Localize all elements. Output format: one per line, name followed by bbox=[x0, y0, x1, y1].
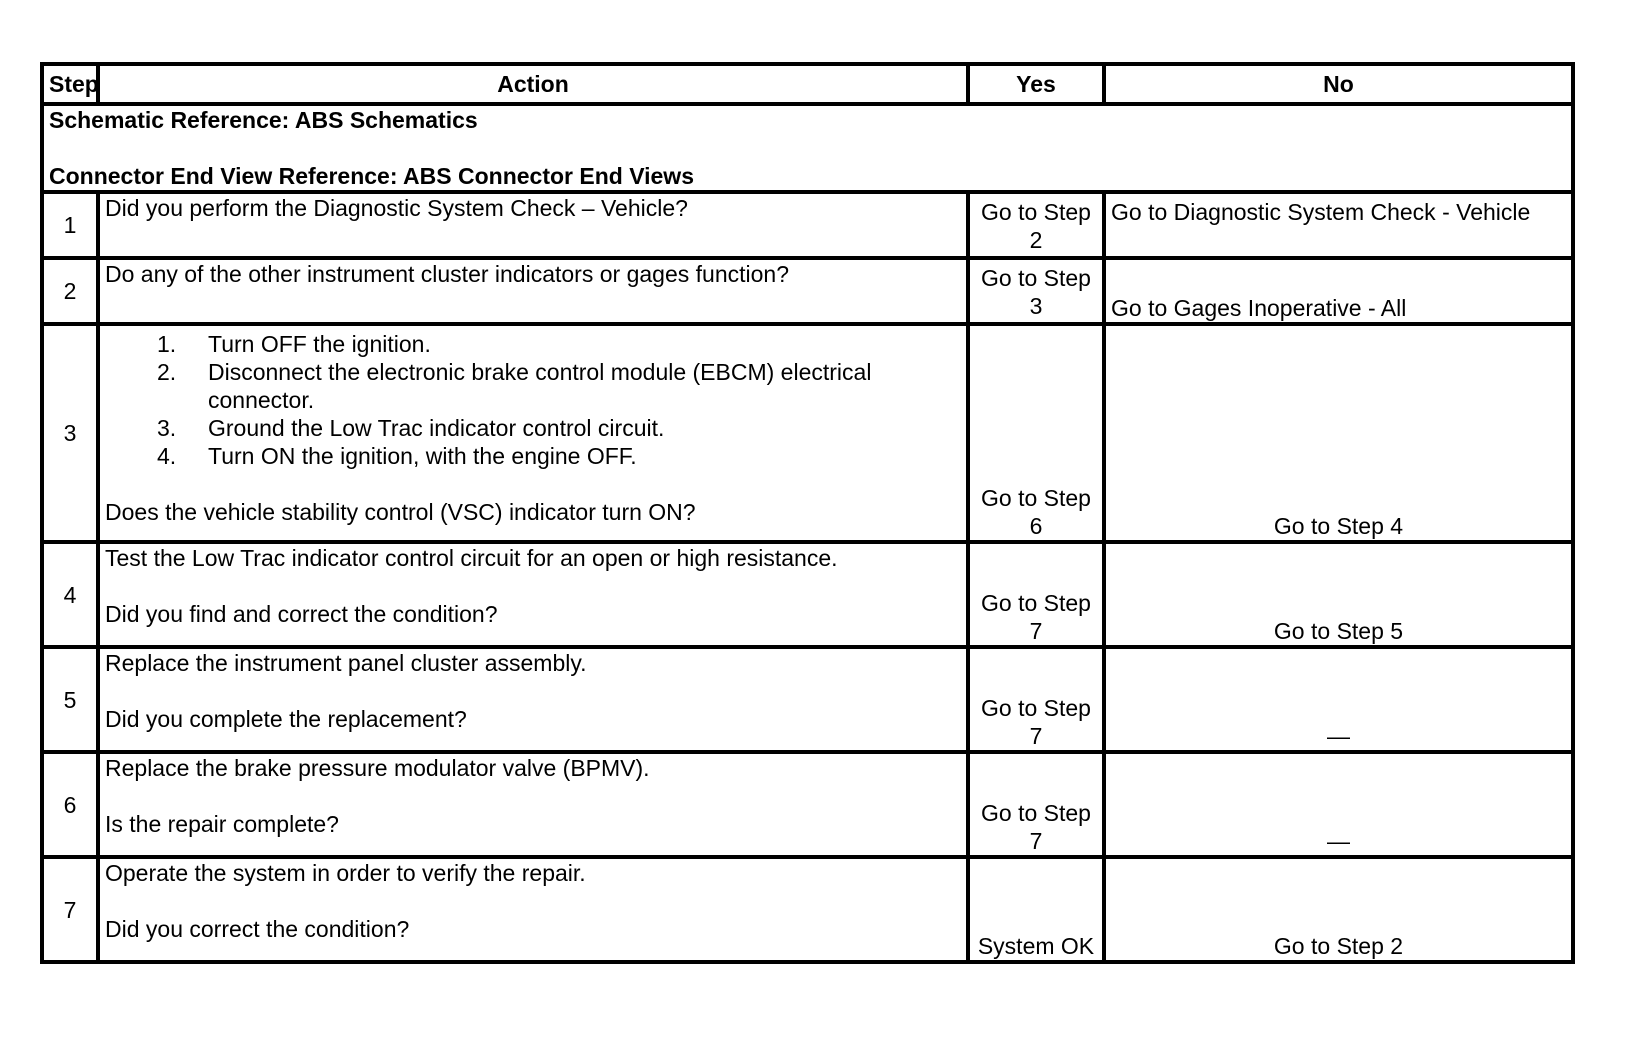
table-row bbox=[42, 857, 1573, 962]
step-number: 7 bbox=[42, 857, 98, 962]
reference-cell bbox=[42, 104, 1573, 192]
action-text: Replace the instrument panel cluster assembly. bbox=[105, 650, 587, 676]
action-cell bbox=[98, 857, 968, 962]
action-cell bbox=[98, 542, 968, 647]
yes-result: Go to Step 7 bbox=[968, 542, 1104, 647]
no-result: Go to Step 5 bbox=[1104, 542, 1573, 647]
yes-result: Go to Step 3 bbox=[968, 258, 1104, 324]
no-result: — bbox=[1104, 752, 1573, 857]
action-text: Replace the brake pressure modulator valve (BPMV). bbox=[105, 755, 650, 781]
table-row bbox=[42, 258, 1573, 324]
action-text: Operate the system in order to verify the repair. bbox=[105, 860, 586, 886]
yes-result: Go to Step 6 bbox=[968, 324, 1104, 542]
step-number: 5 bbox=[42, 647, 98, 752]
step-number: 4 bbox=[42, 542, 98, 647]
substep-list bbox=[105, 330, 961, 470]
yes-result: Go to Step 7 bbox=[968, 647, 1104, 752]
step-number: 1 bbox=[42, 192, 98, 258]
header-action: Action bbox=[98, 64, 968, 104]
table-row bbox=[42, 192, 1573, 258]
action-text: Test the Low Trac indicator control circuit for an open or high resistance. bbox=[105, 545, 838, 571]
question-text: Is the repair complete? bbox=[105, 811, 339, 837]
no-result: Go to Gages Inoperative - All bbox=[1104, 258, 1573, 324]
action-cell bbox=[98, 752, 968, 857]
question-text: Did you correct the condition? bbox=[105, 916, 410, 942]
diagnostic-table bbox=[40, 62, 1575, 964]
yes-result: System OK bbox=[968, 857, 1104, 962]
table-row bbox=[42, 324, 1573, 542]
header-step: Step bbox=[42, 64, 98, 104]
table-row bbox=[42, 752, 1573, 857]
step-number: 3 bbox=[42, 324, 98, 542]
step-number: 6 bbox=[42, 752, 98, 857]
table-row bbox=[42, 647, 1573, 752]
list-item: 3. Ground the Low Trac indicator control circuit. bbox=[157, 415, 665, 441]
list-item: 4. Turn ON the ignition, with the engine OFF. bbox=[157, 443, 637, 469]
no-result: — bbox=[1104, 647, 1573, 752]
yes-result: Go to Step 7 bbox=[968, 752, 1104, 857]
header-no: No bbox=[1104, 64, 1573, 104]
action-cell bbox=[98, 647, 968, 752]
no-result: Go to Diagnostic System Check - Vehicle bbox=[1104, 192, 1573, 258]
table-row bbox=[42, 542, 1573, 647]
question-text: Does the vehicle stability control (VSC) indicator turn ON? bbox=[105, 499, 696, 525]
schematic-reference: Schematic Reference: ABS Schematics bbox=[49, 107, 478, 133]
list-item: 2. Disconnect the electronic brake control module (EBCM) electrical connector. bbox=[157, 359, 872, 413]
header-yes: Yes bbox=[968, 64, 1104, 104]
yes-result: Go to Step 2 bbox=[968, 192, 1104, 258]
no-result: Go to Step 2 bbox=[1104, 857, 1573, 962]
step-number: 2 bbox=[42, 258, 98, 324]
no-result: Go to Step 4 bbox=[1104, 324, 1573, 542]
action-text: Did you perform the Diagnostic System Check – Vehicle? bbox=[98, 192, 968, 258]
header-row bbox=[42, 64, 1573, 104]
action-cell bbox=[98, 324, 968, 542]
action-text: Do any of the other instrument cluster indicators or gages function? bbox=[98, 258, 968, 324]
question-text: Did you complete the replacement? bbox=[105, 706, 467, 732]
reference-row bbox=[42, 104, 1573, 192]
connector-reference: Connector End View Reference: ABS Connector End Views bbox=[49, 163, 694, 189]
list-item: 1. Turn OFF the ignition. bbox=[157, 331, 431, 357]
question-text: Did you find and correct the condition? bbox=[105, 601, 498, 627]
